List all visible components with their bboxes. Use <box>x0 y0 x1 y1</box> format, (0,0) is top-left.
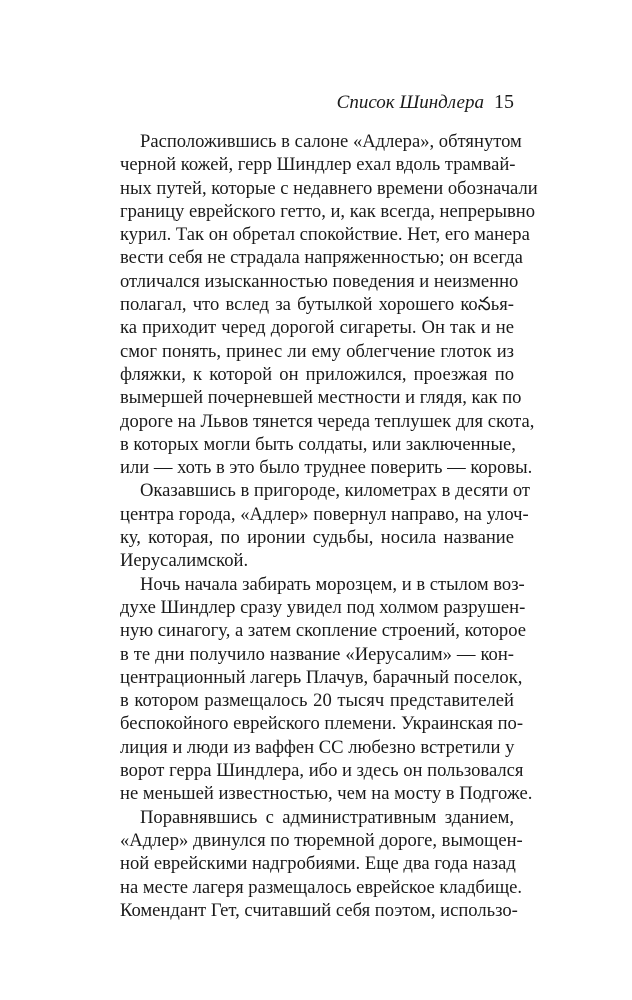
text-line: Оказавшись в пригороде, километрах в десяти от <box>140 480 530 502</box>
text-line: Ночь начала забирать морозцем, и в стылом воз- <box>140 573 525 595</box>
text-line: отличался изысканностью поведения и неизменно <box>120 270 519 292</box>
text-line: ворот герра Шиндлера, ибо и здесь он пользовался <box>120 760 524 782</box>
text-line: лиция и люди из ваффен СС любезно встретили у <box>120 736 515 758</box>
text-line: в те дни получило название «Иерусалим» — кон- <box>120 643 514 665</box>
text-line: центра города, «Адлер» повернул направо, на улоч- <box>120 503 529 525</box>
text-line: Поравнявшись с административным зданием, <box>140 806 514 828</box>
paragraph-2 <box>120 479 530 572</box>
paragraph-1 <box>120 130 538 479</box>
text-line: в которых могли быть солдаты, или заключенные, <box>120 433 516 455</box>
paragraph-4 <box>120 806 523 922</box>
text-line: черной кожей, герр Шиндлер ехал вдоль трамвай- <box>120 154 516 176</box>
text-line: вести себя не страдала напряженностью; он всегда <box>120 247 523 269</box>
text-line: вымершей почерневшей местности и глядя, как по <box>120 387 522 409</box>
text-line: на месте лагеря размещалось еврейское кладбище. <box>120 876 523 898</box>
text-line: дороге на Львов тянется череда теплушек для скота, <box>120 410 535 432</box>
book-title: Список Шиндлера <box>336 92 484 113</box>
running-head <box>337 90 514 115</box>
text-line: ных путей, которые с недавнего времени обозначали <box>120 177 538 199</box>
text-line: курил. Так он обретал спокойствие. Нет, его манера <box>120 224 530 246</box>
text-line: духе Шиндлер сразу увидел под холмом разрушен- <box>120 596 526 618</box>
text-line: фляжки, к которой он приложился, проезжая по <box>120 363 514 385</box>
text-line: ку, которая, по иронии судьбы, носила название <box>120 527 514 549</box>
page-number: 15 <box>494 91 514 113</box>
text-line: Комендант Гет, считавший себя поэтом, использо- <box>120 899 518 921</box>
body-text <box>120 130 538 922</box>
text-line: Расположившись в салоне «Адлера», обтянутом <box>140 131 522 152</box>
paragraph-3 <box>120 573 533 806</box>
text-line: беспокойного еврейского племени. Украинская по- <box>120 713 524 735</box>
text-line: границу еврейского гетто, и, как всегда, непрерывно <box>120 200 536 222</box>
text-line: ной еврейскими надгробиями. Еще два года назад <box>120 853 516 875</box>
text-line: полагал, что вслед за бутылкой хорошего коనья- <box>120 294 514 316</box>
text-line: ную синагогу, а затем скопление строений, которое <box>120 620 526 642</box>
text-line: ка приходит черед дорогой сигареты. Он так и не <box>120 317 514 339</box>
text-line: или — хоть в это было труднее поверить — коровы. <box>120 457 533 479</box>
text-line: Иерусалимской. <box>120 550 249 572</box>
text-line: не меньшей известностью, чем на мосту в Подгоже. <box>120 783 533 805</box>
text-line: «Адлер» двинулся по тюремной дороге, вымощен- <box>120 829 523 851</box>
text-line: центрационный лагерь Плачув, барачный поселок, <box>120 666 523 688</box>
text-line: в котором размещалось 20 тысяч представителей <box>120 690 514 712</box>
text-line: смог понять, принес ли ему облегчение глоток из <box>120 340 514 362</box>
